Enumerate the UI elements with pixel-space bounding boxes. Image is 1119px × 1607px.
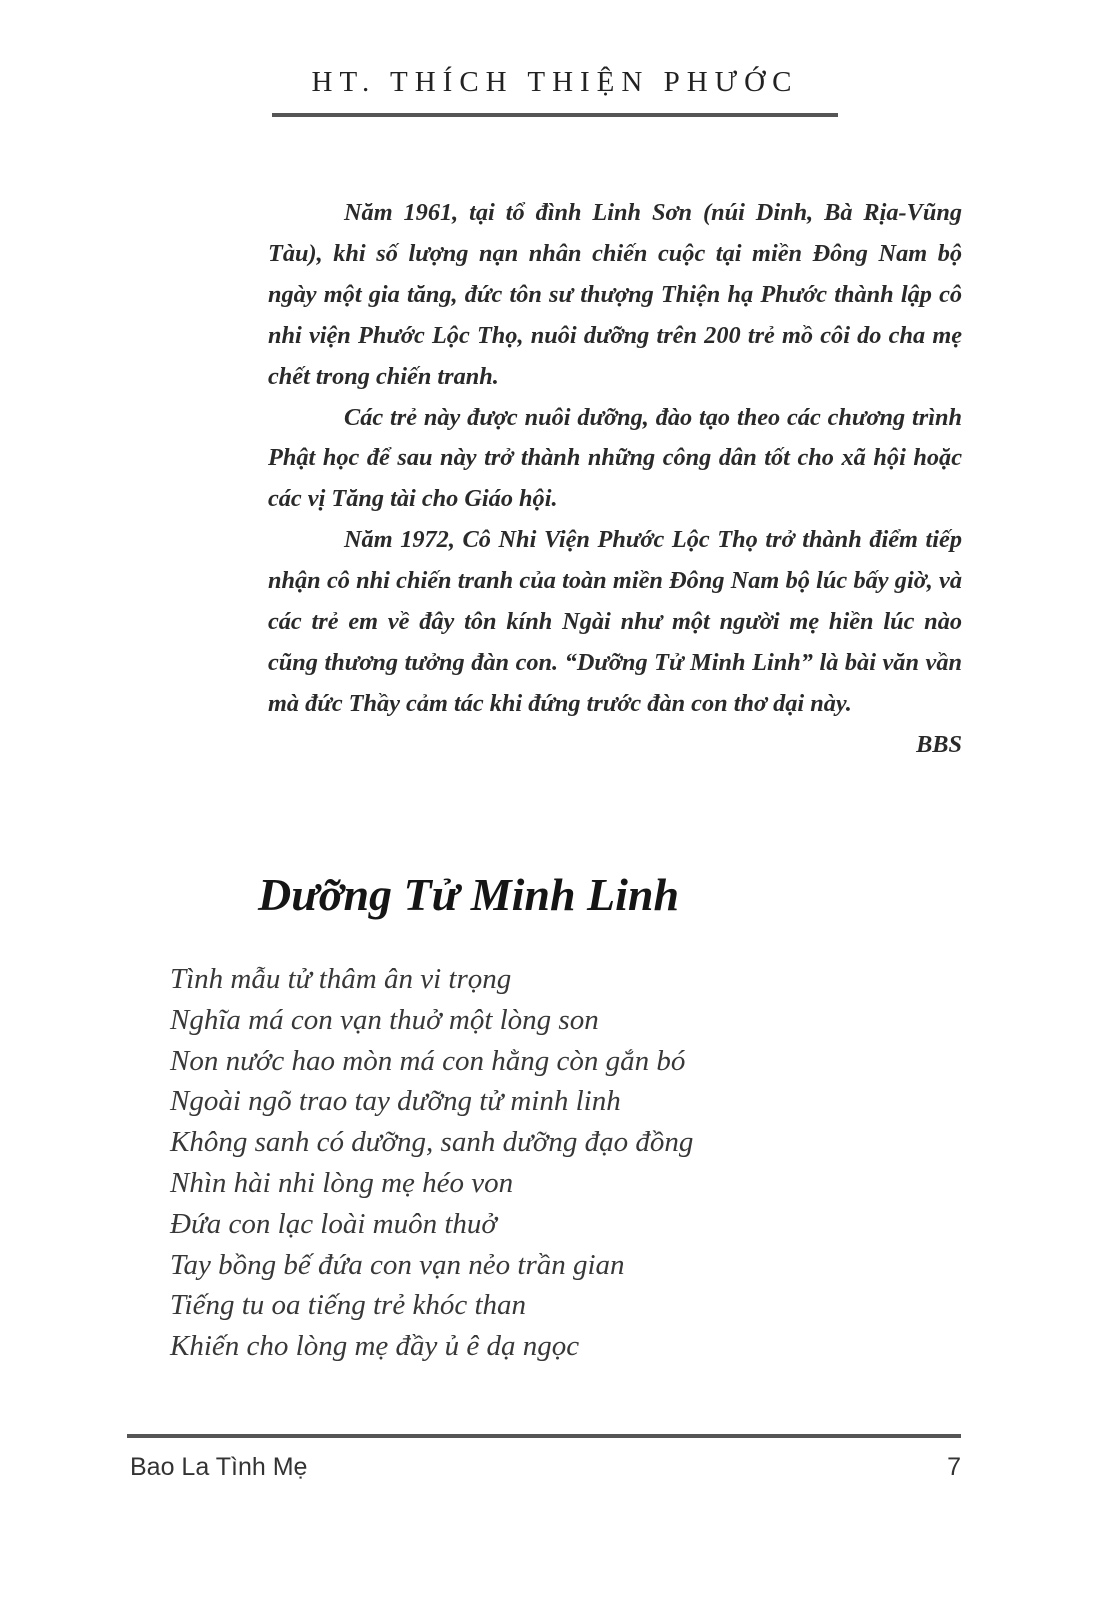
poem-line: Đứa con lạc loài muôn thuở [170, 1207, 497, 1240]
signature: BBS [916, 730, 962, 758]
intro-paragraph-1: Năm 1961, tại tổ đình Linh Sơn (núi Dinh, Bà Rịa-Vũng Tàu), khi số lượng nạn nhân chiến cuộc tại miền Đông Nam bộ ngày một gia tăng, đức tôn sư thượng Thiện hạ Phước thành lập cô nhi viện Phước Lộc Thọ, nuôi dưỡng trên 200 trẻ mồ côi do cha mẹ chết trong chiến tranh. [268, 199, 962, 390]
intro-paragraph-3: Năm 1972, Cô Nhi Viện Phước Lộc Thọ trở thành điểm tiếp nhận cô nhi chiến tranh của toàn miền Đông Nam bộ lúc bấy giờ, và các trẻ em về đây tôn kính Ngài như một người mẹ hiền lúc nào cũng thương tưởng đàn con. “Dưỡng Tử Minh Linh” là bài văn vần mà đức Thầy cảm tác khi đứng trước đàn con thơ dại này. [268, 526, 962, 717]
poem-line: Tình mẫu tử thâm ân vi trọng [170, 963, 512, 995]
footer-rule [127, 1434, 961, 1438]
poem-title: Dưỡng Tử Minh Linh [258, 869, 680, 920]
intro-paragraph-2: Các trẻ này được nuôi dưỡng, đào tạo theo các chương trình Phật học để sau này trở thành những công dân tốt cho xã hội hoặc các vị Tăng tài cho Giáo hội. [268, 403, 962, 513]
poem-line: Tiếng tu oa tiếng trẻ khóc than [170, 1289, 527, 1322]
running-header: HT. THÍCH THIỆN PHƯỚC [311, 66, 799, 98]
header-rule [272, 113, 838, 117]
intro-text [268, 193, 962, 766]
poem-line: Ngoài ngõ trao tay dưỡng tử minh linh [170, 1085, 621, 1118]
poem-line: Nhìn hài nhi lòng mẹ héo von [170, 1166, 514, 1199]
poem-line: Khiến cho lòng mẹ đầy ủ ê dạ ngọc [170, 1330, 580, 1363]
poem-lines [170, 959, 970, 1367]
poem-line: Không sanh có dưỡng, sanh dưỡng đạo đồng [170, 1126, 694, 1159]
page-number: 7 [947, 1453, 961, 1481]
poem-line: Non nước hao mòn má con hằng còn gắn bó [170, 1044, 686, 1077]
poem-line: Nghĩa má con vạn thuở một lòng son [170, 1003, 599, 1036]
poem-line: Tay bồng bế đứa con vạn nẻo trần gian [170, 1248, 625, 1281]
footer-book-title: Bao La Tình Mẹ [130, 1453, 308, 1481]
